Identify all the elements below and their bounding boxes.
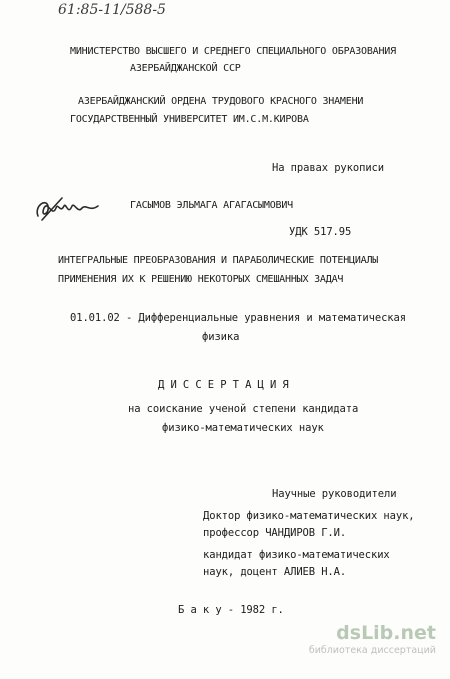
university-line-2: ГОСУДАРСТВЕННЫЙ УНИВЕРСИТЕТ ИМ.С.М.КИРОВА <box>70 114 309 125</box>
specialty-line-1: 01.01.02 - Дифференциальные уравнения и математическая <box>70 312 406 324</box>
rights-note: На правах рукописи <box>272 162 384 174</box>
watermark-subtitle: библиотека диссертаций <box>308 645 436 656</box>
specialty-line-2: физика <box>202 331 240 343</box>
dissertation-title-line-1: ИНТЕГРАЛЬНЫЕ ПРЕОБРАЗОВАНИЯ И ПАРАБОЛИЧЕСКИЕ ПОТЕНЦИАЛЫ <box>58 255 379 266</box>
supervisor-2-line-1: кандидат физико-математических <box>203 549 390 561</box>
document-type: Д И С С Е Р Т А Ц И Я <box>158 379 289 391</box>
supervisor-1-line-2: профессор ЧАНДИРОВ Г.И. <box>203 527 347 539</box>
supervisor-2-line-2: наук, доцент АЛИЕВ Н.А. <box>203 566 347 578</box>
author-signature <box>32 190 112 230</box>
university-line-1: АЗЕРБАЙДЖАНСКИЙ ОРДЕНА ТРУДОВОГО КРАСНОГО ЗНАМЕНИ <box>78 96 364 107</box>
dissertation-title-line-2: ПРИМЕНЕНИЯ ИХ К РЕШЕНИЮ НЕКОТОРЫХ СМЕШАННЫХ ЗАДАЧ <box>58 274 344 285</box>
watermark <box>309 623 436 657</box>
degree-line-2: физико-математических наук <box>162 422 324 434</box>
degree-line-1: на соискание ученой степени кандидата <box>128 403 359 415</box>
ministry-line-1: МИНИСТЕРСТВО ВЫСШЕГО И СРЕДНЕГО СПЕЦИАЛЬНОГО ОБРАЗОВАНИЯ <box>70 46 396 57</box>
udk-code: УДК 517.95 <box>289 226 352 238</box>
inventory-mark: 61:85-11/588-5 <box>58 2 166 18</box>
city-year: Б а к у - 1982 г. <box>178 604 284 616</box>
supervisor-1-line-1: Доктор физико-математических наук, <box>203 510 415 522</box>
watermark-logo: dsLib.net <box>336 622 436 644</box>
author-name: ГАСЫМОВ ЭЛЬМАГА АГАГАСЫМОВИЧ <box>130 200 293 211</box>
supervisors-heading: Научные руководители <box>272 488 397 500</box>
ministry-line-2: АЗЕРБАЙДЖАНСКОЙ ССР <box>130 63 241 74</box>
